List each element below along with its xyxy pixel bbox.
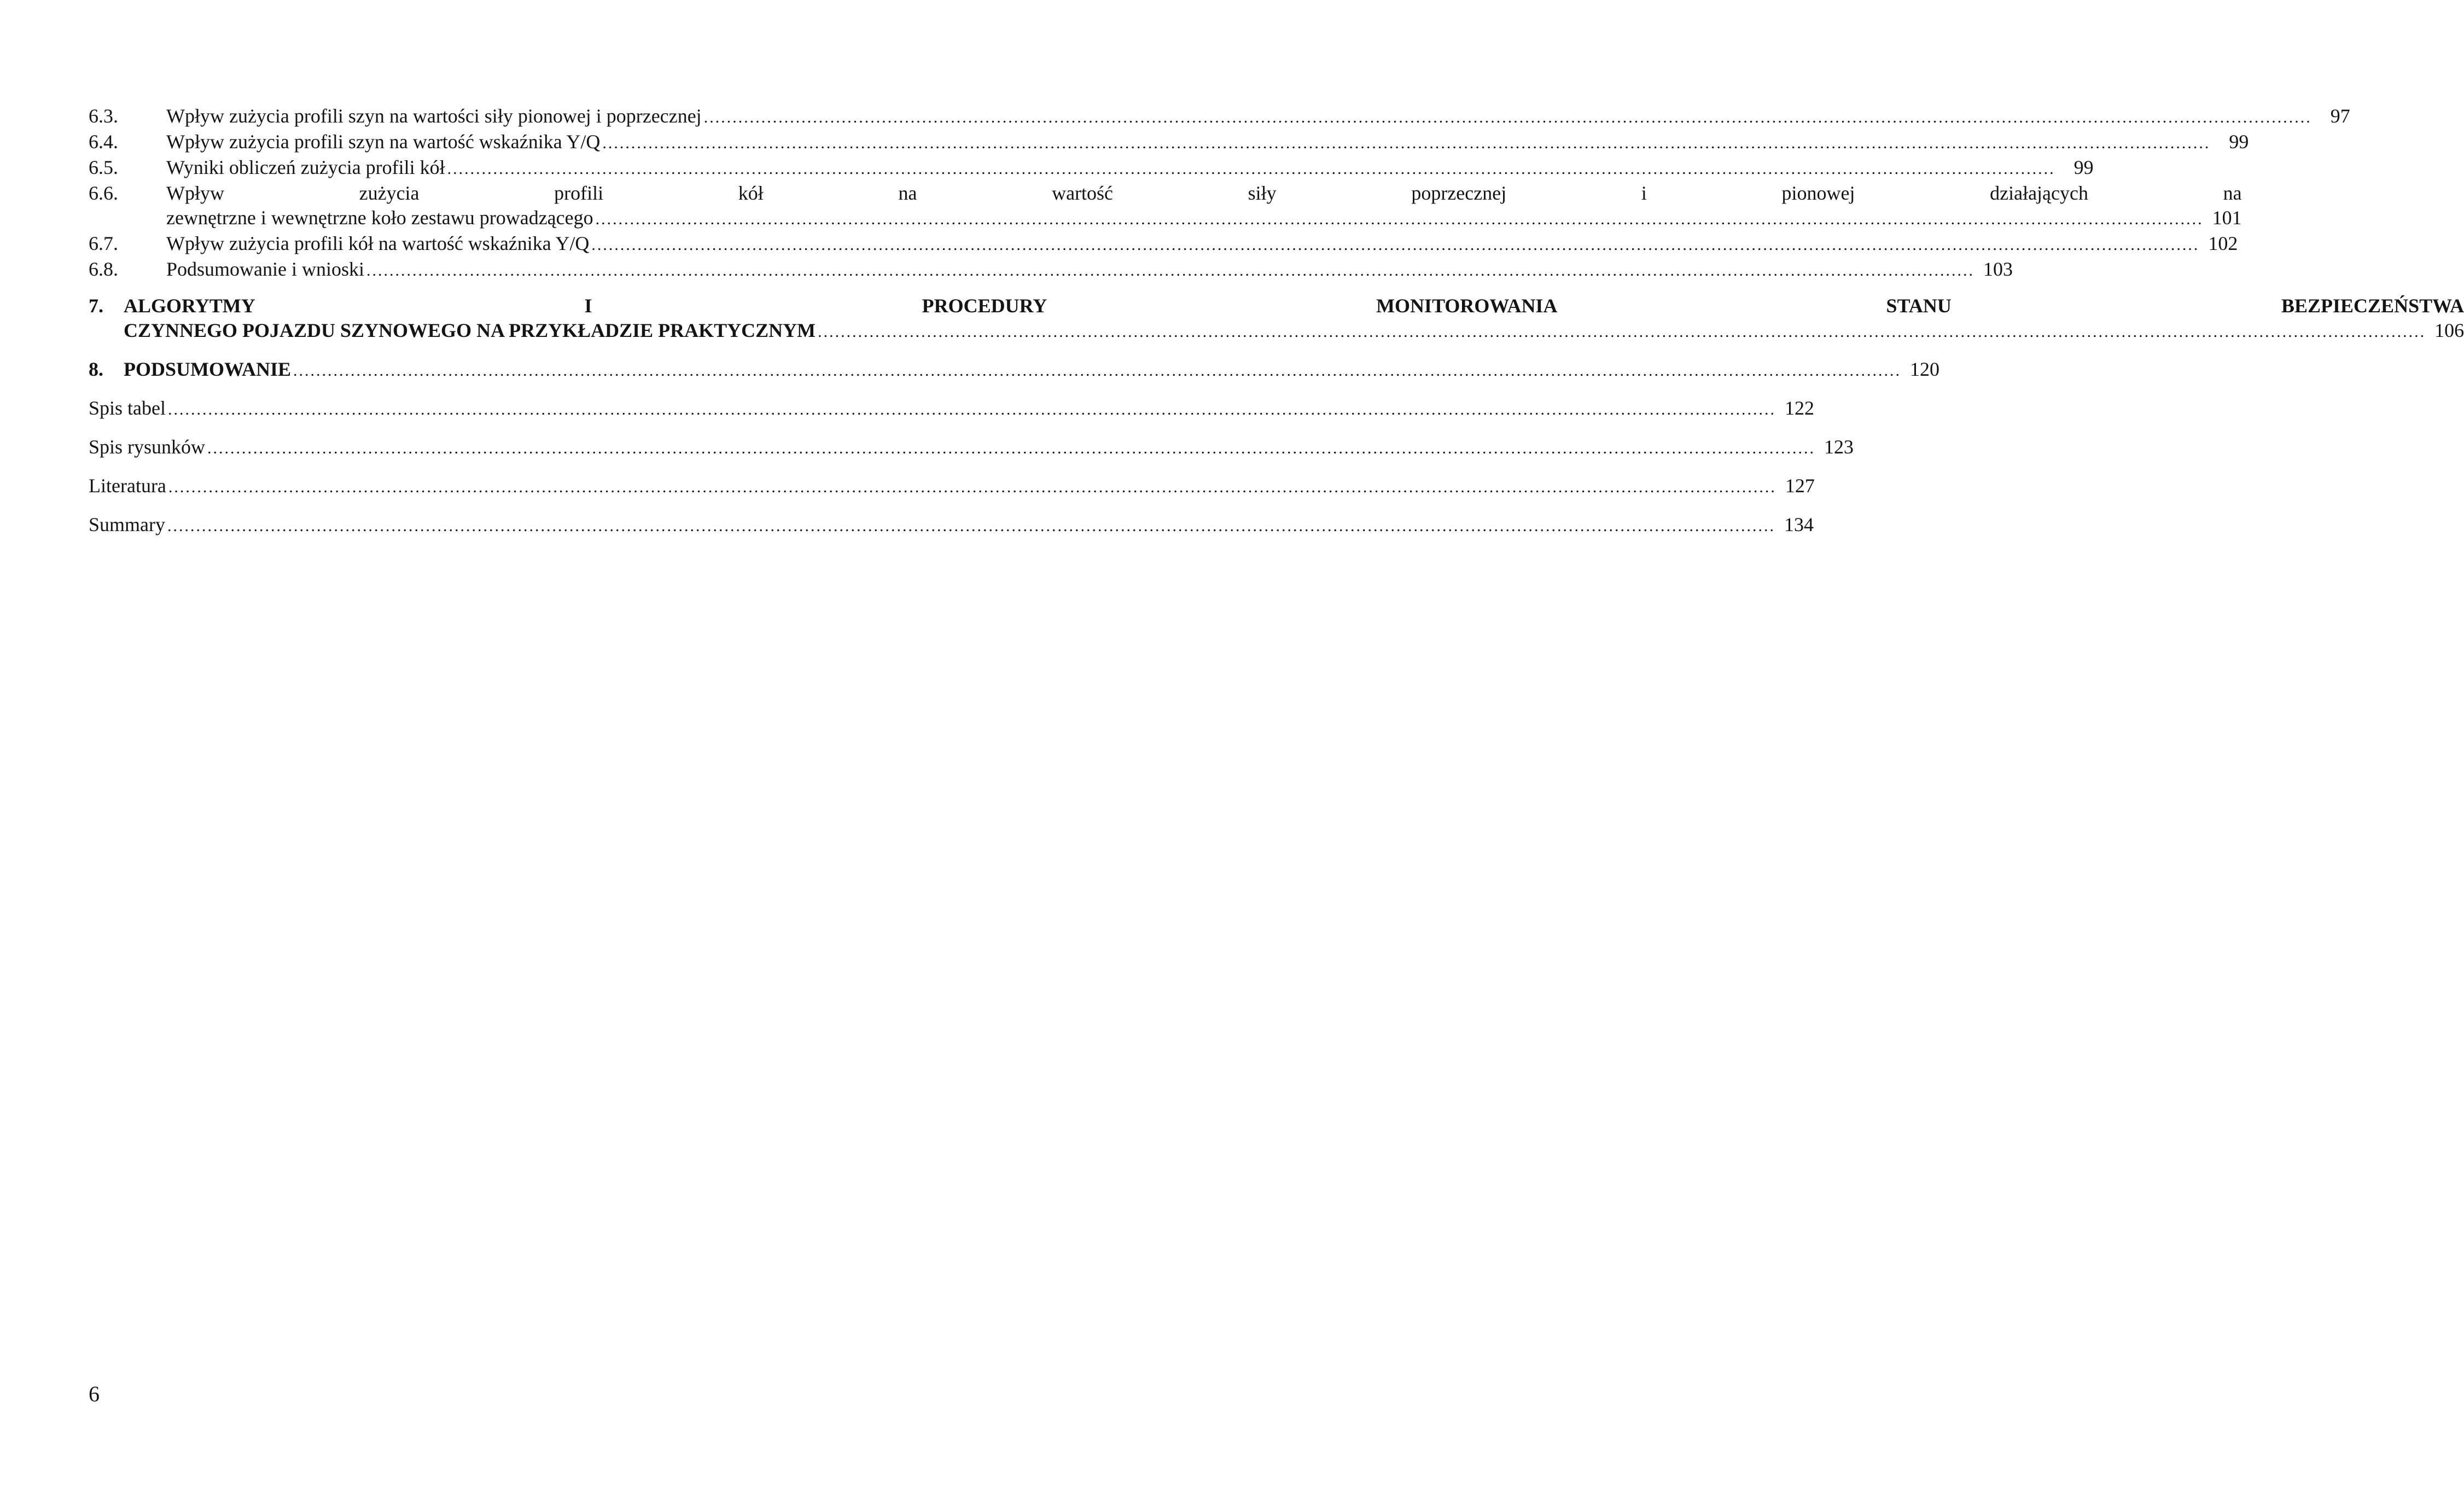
leader-dots	[447, 156, 2055, 181]
toc-entry-number: 6.7.	[89, 232, 118, 254]
toc-entry-page: 122	[1785, 397, 1814, 419]
toc-entry-page: 134	[1784, 514, 1814, 535]
toc-chapter-number: 8.	[89, 358, 103, 380]
toc-entry-title: Summary	[89, 514, 165, 535]
toc-entry-title: Wpływ zużycia profili szyn na wartości siły pionowej i poprzecznej	[166, 105, 702, 127]
table-of-contents	[89, 104, 2464, 538]
toc-entry-6-6[interactable]	[89, 181, 2242, 231]
toc-chapter-8[interactable]	[89, 357, 1940, 383]
toc-entry-title: Spis rysunków	[89, 436, 206, 458]
toc-entry-number: 6.4.	[89, 131, 118, 153]
toc-entry-page: 127	[1785, 475, 1815, 497]
leader-dots	[168, 397, 1776, 422]
toc-chapter-title-line1: ALGORYTMY I PROCEDURY MONITOROWANIA STANU BEZPIECZEŃSTWA	[124, 295, 2464, 317]
toc-entry-6-3[interactable]	[89, 104, 2350, 130]
toc-entry-title-line2: zewnętrzne i wewnętrzne koło zestawu prowadzącego	[166, 207, 593, 229]
leader-dots	[366, 258, 1974, 283]
toc-entry-page: 99	[2229, 131, 2249, 153]
page-number: 6	[89, 1382, 100, 1406]
toc-entry-number: 6.6.	[89, 182, 118, 204]
toc-chapter-number: 7.	[89, 295, 103, 317]
toc-entry-6-4[interactable]	[89, 130, 2249, 155]
toc-entry-page: 102	[2208, 232, 2238, 254]
toc-entry-page: 103	[1983, 258, 2013, 280]
toc-entry-number: 6.3.	[89, 105, 118, 127]
toc-entry-page: 101	[2212, 207, 2242, 229]
toc-entry-summary[interactable]	[89, 512, 1814, 538]
toc-entry-title-line1: Wpływ zużycia profili kół na wartość siły poprzecznej i pionowej działających na	[166, 182, 2242, 204]
toc-entry-6-7[interactable]	[89, 231, 2238, 257]
leader-dots	[168, 475, 1776, 499]
leader-dots	[602, 131, 2210, 155]
leader-dots	[167, 514, 1775, 538]
leader-dots	[591, 232, 2199, 257]
leader-dots	[596, 207, 2204, 231]
toc-entry-page: 97	[2330, 105, 2350, 127]
toc-entry-title: Wyniki obliczeń zużycia profili kół	[166, 156, 445, 178]
toc-entry-title: Literatura	[89, 475, 166, 497]
toc-entry-title: Spis tabel	[89, 397, 166, 419]
toc-entry-spis-tabel[interactable]	[89, 396, 1814, 422]
leader-dots	[818, 319, 2426, 344]
toc-entry-title: Podsumowanie i wnioski	[166, 258, 365, 280]
leader-dots	[207, 436, 1815, 461]
leader-dots	[293, 358, 1901, 383]
toc-entry-page: 99	[2073, 156, 2094, 178]
toc-chapter-page: 120	[1910, 358, 1940, 380]
toc-chapter-title-line2: CZYNNEGO POJAZDU SZYNOWEGO NA PRZYKŁADZIE PRAKTYCZNYM	[124, 319, 816, 341]
toc-entry-literatura[interactable]	[89, 474, 1815, 499]
toc-chapter-page: 106	[2434, 319, 2464, 341]
toc-entry-page: 123	[1824, 436, 1854, 458]
toc-entry-number: 6.5.	[89, 156, 118, 178]
leader-dots	[704, 105, 2312, 130]
toc-entry-title: Wpływ zużycia profili kół na wartość wskaźnika Y/Q	[166, 232, 590, 254]
toc-entry-6-8[interactable]	[89, 257, 2013, 283]
toc-entry-number: 6.8.	[89, 258, 118, 280]
toc-chapter-7[interactable]	[89, 294, 2464, 344]
toc-entry-6-5[interactable]	[89, 155, 2094, 181]
toc-entry-spis-rysunkow[interactable]	[89, 435, 1854, 461]
toc-entry-title: Wpływ zużycia profili szyn na wartość wskaźnika Y/Q	[166, 131, 601, 153]
toc-chapter-title: PODSUMOWANIE	[124, 358, 292, 380]
